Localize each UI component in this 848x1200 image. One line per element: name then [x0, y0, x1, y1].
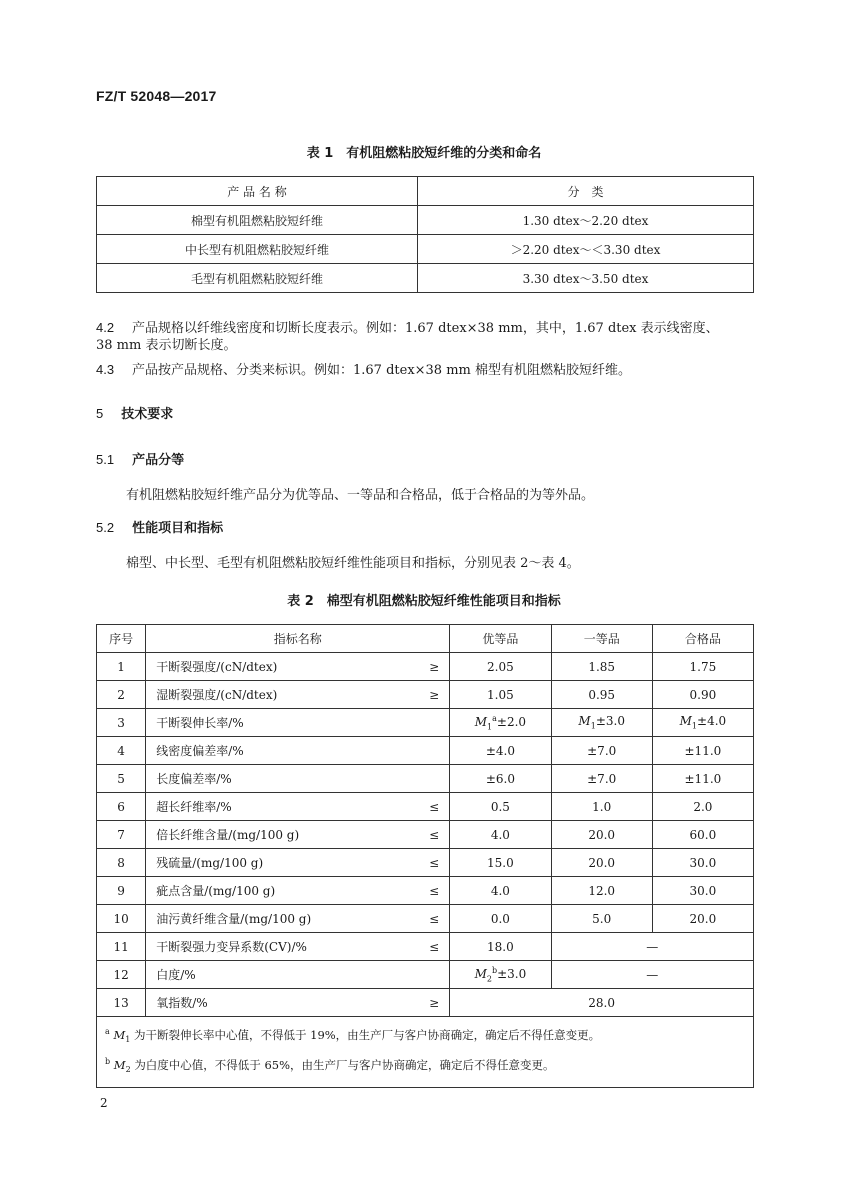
- row-no: 8: [97, 849, 146, 877]
- row-name: [146, 653, 450, 681]
- row-no: 12: [97, 961, 146, 989]
- comparison-symbol: ≥: [429, 659, 440, 674]
- subscript: 1: [125, 1035, 131, 1045]
- table-row: [97, 765, 754, 793]
- row-value-superior: 15.0: [450, 849, 551, 877]
- row-name: [146, 709, 450, 737]
- standard-code: FZ/T 52048—2017: [96, 88, 217, 104]
- tolerance: ±3.0: [497, 966, 527, 981]
- table-row: [97, 653, 754, 681]
- table-row: [97, 933, 754, 961]
- row-name-text: 线密度偏差率/%: [156, 744, 244, 758]
- section-5-2-text: 棉型、中长型、毛型有机阻燃粘胶短纤维性能项目和指标，分别见表 2～表 4。: [126, 556, 580, 571]
- row-name: [146, 681, 450, 709]
- comparison-symbol: ≤: [429, 939, 440, 954]
- table1: [96, 176, 754, 293]
- row-value-first: 0.95: [551, 681, 652, 709]
- section-title: 产品分等: [132, 453, 185, 468]
- table1-cell: 3.30 dtex～3.50 dtex: [418, 264, 754, 293]
- row-name: [146, 989, 450, 1017]
- comparison-symbol: ≤: [429, 827, 440, 842]
- row-value-superior: ±6.0: [450, 765, 551, 793]
- row-name-text: 倍长纤维含量/(mg/100 g): [156, 828, 300, 842]
- clause-text: 产品按产品规格、分类来标识。例如：1.67 dtex×38 mm 棉型有机阻燃粘胶短纤维。: [132, 363, 632, 378]
- row-name: [146, 877, 450, 905]
- section-number: 5.2: [96, 520, 115, 535]
- table-row: [97, 737, 754, 765]
- row-value-superior: 4.0: [450, 821, 551, 849]
- table-row: [97, 961, 754, 989]
- footnote-mark: a: [492, 713, 497, 723]
- row-no: 3: [97, 709, 146, 737]
- row-name-text: 长度偏差率/%: [156, 772, 232, 786]
- table-row: [97, 905, 754, 933]
- table2-header-no: 序号: [97, 625, 146, 653]
- row-value-qualified: 60.0: [652, 821, 753, 849]
- row-no: 11: [97, 933, 146, 961]
- row-no: 6: [97, 793, 146, 821]
- row-value-superior: ±4.0: [450, 737, 551, 765]
- table2-caption: 表 2 棉型有机阻燃粘胶短纤维性能项目和指标: [287, 594, 561, 609]
- row-value-first: 1.85: [551, 653, 652, 681]
- symbol-m: M: [113, 1057, 126, 1072]
- row-value-first: ±7.0: [551, 737, 652, 765]
- row-name: [146, 765, 450, 793]
- row-value-first: 20.0: [551, 821, 652, 849]
- section-5-1-text: 有机阻燃粘胶短纤维产品分为优等品、一等品和合格品，低于合格品的为等外品。: [126, 488, 595, 503]
- row-name: [146, 793, 450, 821]
- row-value-superior: 0.0: [450, 905, 551, 933]
- row-value-qualified: [652, 709, 753, 737]
- tolerance: ±3.0: [595, 714, 625, 729]
- clause-number: 4.3: [96, 362, 115, 377]
- table-row: [97, 989, 754, 1017]
- row-name-text: 干断裂强力变异系数(CV)/%: [156, 940, 307, 954]
- footnote-mark: b: [491, 965, 498, 975]
- section-5-heading: [96, 404, 756, 425]
- clause-4-3: [96, 360, 756, 381]
- row-name: [146, 905, 450, 933]
- row-value-first: [551, 709, 652, 737]
- row-value-qualified: ±11.0: [652, 737, 753, 765]
- table1-header-name: 产 品 名 称: [97, 177, 418, 206]
- section-5-2-heading: [96, 518, 756, 539]
- table2-header-row: [97, 625, 754, 653]
- table1-caption: 表 1 有机阻燃粘胶短纤维的分类和命名: [306, 146, 542, 161]
- row-value-superior: 18.0: [450, 933, 551, 961]
- section-number: 5: [96, 406, 104, 421]
- row-value-first: 12.0: [551, 877, 652, 905]
- comparison-symbol: ≤: [429, 883, 440, 898]
- table1-cell: 中长型有机阻燃粘胶短纤维: [97, 235, 418, 264]
- row-name-text: 油污黄纤维含量/(mg/100 g): [156, 912, 312, 926]
- table1-header-class: 分 类: [418, 177, 754, 206]
- comparison-symbol: ≤: [429, 911, 440, 926]
- table-row: [97, 709, 754, 737]
- table-row: [97, 264, 754, 293]
- row-name: [146, 849, 450, 877]
- row-value-merged: 28.0: [450, 989, 754, 1017]
- footnote-text: 为白度中心值，不得低于 65%，由生产厂与客户协商确定，确定后不得任意变更。: [134, 1057, 555, 1072]
- row-value-qualified: ±11.0: [652, 765, 753, 793]
- row-value-merged: —: [551, 961, 753, 989]
- footnote-mark: a: [105, 1027, 110, 1036]
- row-no: 9: [97, 877, 146, 905]
- table2-header-qualified: 合格品: [652, 625, 753, 653]
- symbol-m: M: [679, 714, 692, 729]
- table2-header-name: 指标名称: [146, 625, 450, 653]
- subscript: 2: [486, 974, 492, 984]
- table-row: [97, 235, 754, 264]
- table2-notes-row: [97, 1017, 754, 1088]
- clause-number: 4.2: [96, 320, 115, 335]
- section-5-1-heading: [96, 450, 756, 471]
- table-row: [97, 681, 754, 709]
- row-value-superior: [450, 961, 551, 989]
- footnote-text: 为干断裂伸长率中心值，不得低于 19%，由生产厂与客户协商确定，确定后不得任意变更。: [133, 1027, 601, 1042]
- row-value-qualified: 30.0: [652, 849, 753, 877]
- row-name-text: 干断裂强度/(cN/dtex): [156, 660, 278, 674]
- section-number: 5.1: [96, 452, 115, 467]
- row-name-text: 干断裂伸长率/%: [156, 716, 244, 730]
- clause-4-2-continued: 38 mm 表示切断长度。: [96, 338, 237, 353]
- row-value-superior: 4.0: [450, 877, 551, 905]
- row-name: [146, 821, 450, 849]
- row-value-qualified: 20.0: [652, 905, 753, 933]
- table1-cell: 1.30 dtex～2.20 dtex: [418, 206, 754, 235]
- row-value-first: 20.0: [551, 849, 652, 877]
- row-value-qualified: 2.0: [652, 793, 753, 821]
- table1-header-row: [97, 177, 754, 206]
- row-value-superior: 1.05: [450, 681, 551, 709]
- comparison-symbol: ≤: [429, 855, 440, 870]
- section-title: 性能项目和指标: [132, 521, 224, 536]
- tolerance: ±2.0: [496, 714, 527, 729]
- tolerance: ±4.0: [697, 714, 727, 729]
- footnote-a: [105, 1021, 745, 1051]
- row-no: 4: [97, 737, 146, 765]
- page-number: 2: [100, 1096, 108, 1110]
- row-name-text: 白度/%: [156, 968, 196, 982]
- subscript: 2: [125, 1065, 131, 1075]
- row-no: 1: [97, 653, 146, 681]
- comparison-symbol: ≤: [429, 799, 440, 814]
- symbol-m: M: [474, 714, 488, 729]
- table-row: [97, 821, 754, 849]
- table2-notes: [97, 1017, 754, 1088]
- table1-cell: 毛型有机阻燃粘胶短纤维: [97, 264, 418, 293]
- table2-header-superior: 优等品: [450, 625, 551, 653]
- symbol-m: M: [474, 966, 487, 981]
- row-name: [146, 737, 450, 765]
- table2: [96, 624, 754, 1088]
- row-value-first: ±7.0: [551, 765, 652, 793]
- footnote-mark: b: [105, 1057, 111, 1067]
- row-name-text: 氧指数/%: [156, 996, 208, 1010]
- table1-cell: ＞2.20 dtex～＜3.30 dtex: [418, 235, 754, 264]
- row-no: 7: [97, 821, 146, 849]
- row-no: 2: [97, 681, 146, 709]
- subscript: 1: [590, 721, 596, 731]
- row-name-text: 湿断裂强度/(cN/dtex): [156, 688, 278, 702]
- section-title: 技术要求: [121, 407, 174, 422]
- row-value-qualified: 30.0: [652, 877, 753, 905]
- table-row: [97, 849, 754, 877]
- symbol-m: M: [578, 714, 591, 729]
- row-name-text: 残硫量/(mg/100 g): [156, 856, 264, 870]
- row-no: 10: [97, 905, 146, 933]
- footnote-b: [105, 1051, 745, 1081]
- row-value-first: 1.0: [551, 793, 652, 821]
- row-name: [146, 961, 450, 989]
- table-row: [97, 206, 754, 235]
- clause-text: 产品规格以纤维线密度和切断长度表示。例如：1.67 dtex×38 mm，其中，1.67 dtex 表示线密度、: [132, 321, 719, 336]
- row-value-first: 5.0: [551, 905, 652, 933]
- row-name-text: 疵点含量/(mg/100 g): [156, 884, 276, 898]
- row-value-qualified: 1.75: [652, 653, 753, 681]
- row-value-merged: —: [551, 933, 753, 961]
- comparison-symbol: ≥: [429, 687, 440, 702]
- table-row: [97, 793, 754, 821]
- row-value-superior: [450, 709, 551, 737]
- table2-header-first: 一等品: [551, 625, 652, 653]
- row-value-qualified: 0.90: [652, 681, 753, 709]
- row-value-superior: 0.5: [450, 793, 551, 821]
- table-row: [97, 877, 754, 905]
- row-no: 13: [97, 989, 146, 1017]
- table1-cell: 棉型有机阻燃粘胶短纤维: [97, 206, 418, 235]
- comparison-symbol: ≥: [429, 995, 440, 1010]
- row-no: 5: [97, 765, 146, 793]
- subscript: 1: [487, 722, 493, 732]
- row-name-text: 超长纤维率/%: [156, 800, 232, 814]
- row-name: [146, 933, 450, 961]
- row-value-superior: 2.05: [450, 653, 551, 681]
- symbol-m: M: [113, 1027, 126, 1042]
- subscript: 1: [691, 721, 698, 731]
